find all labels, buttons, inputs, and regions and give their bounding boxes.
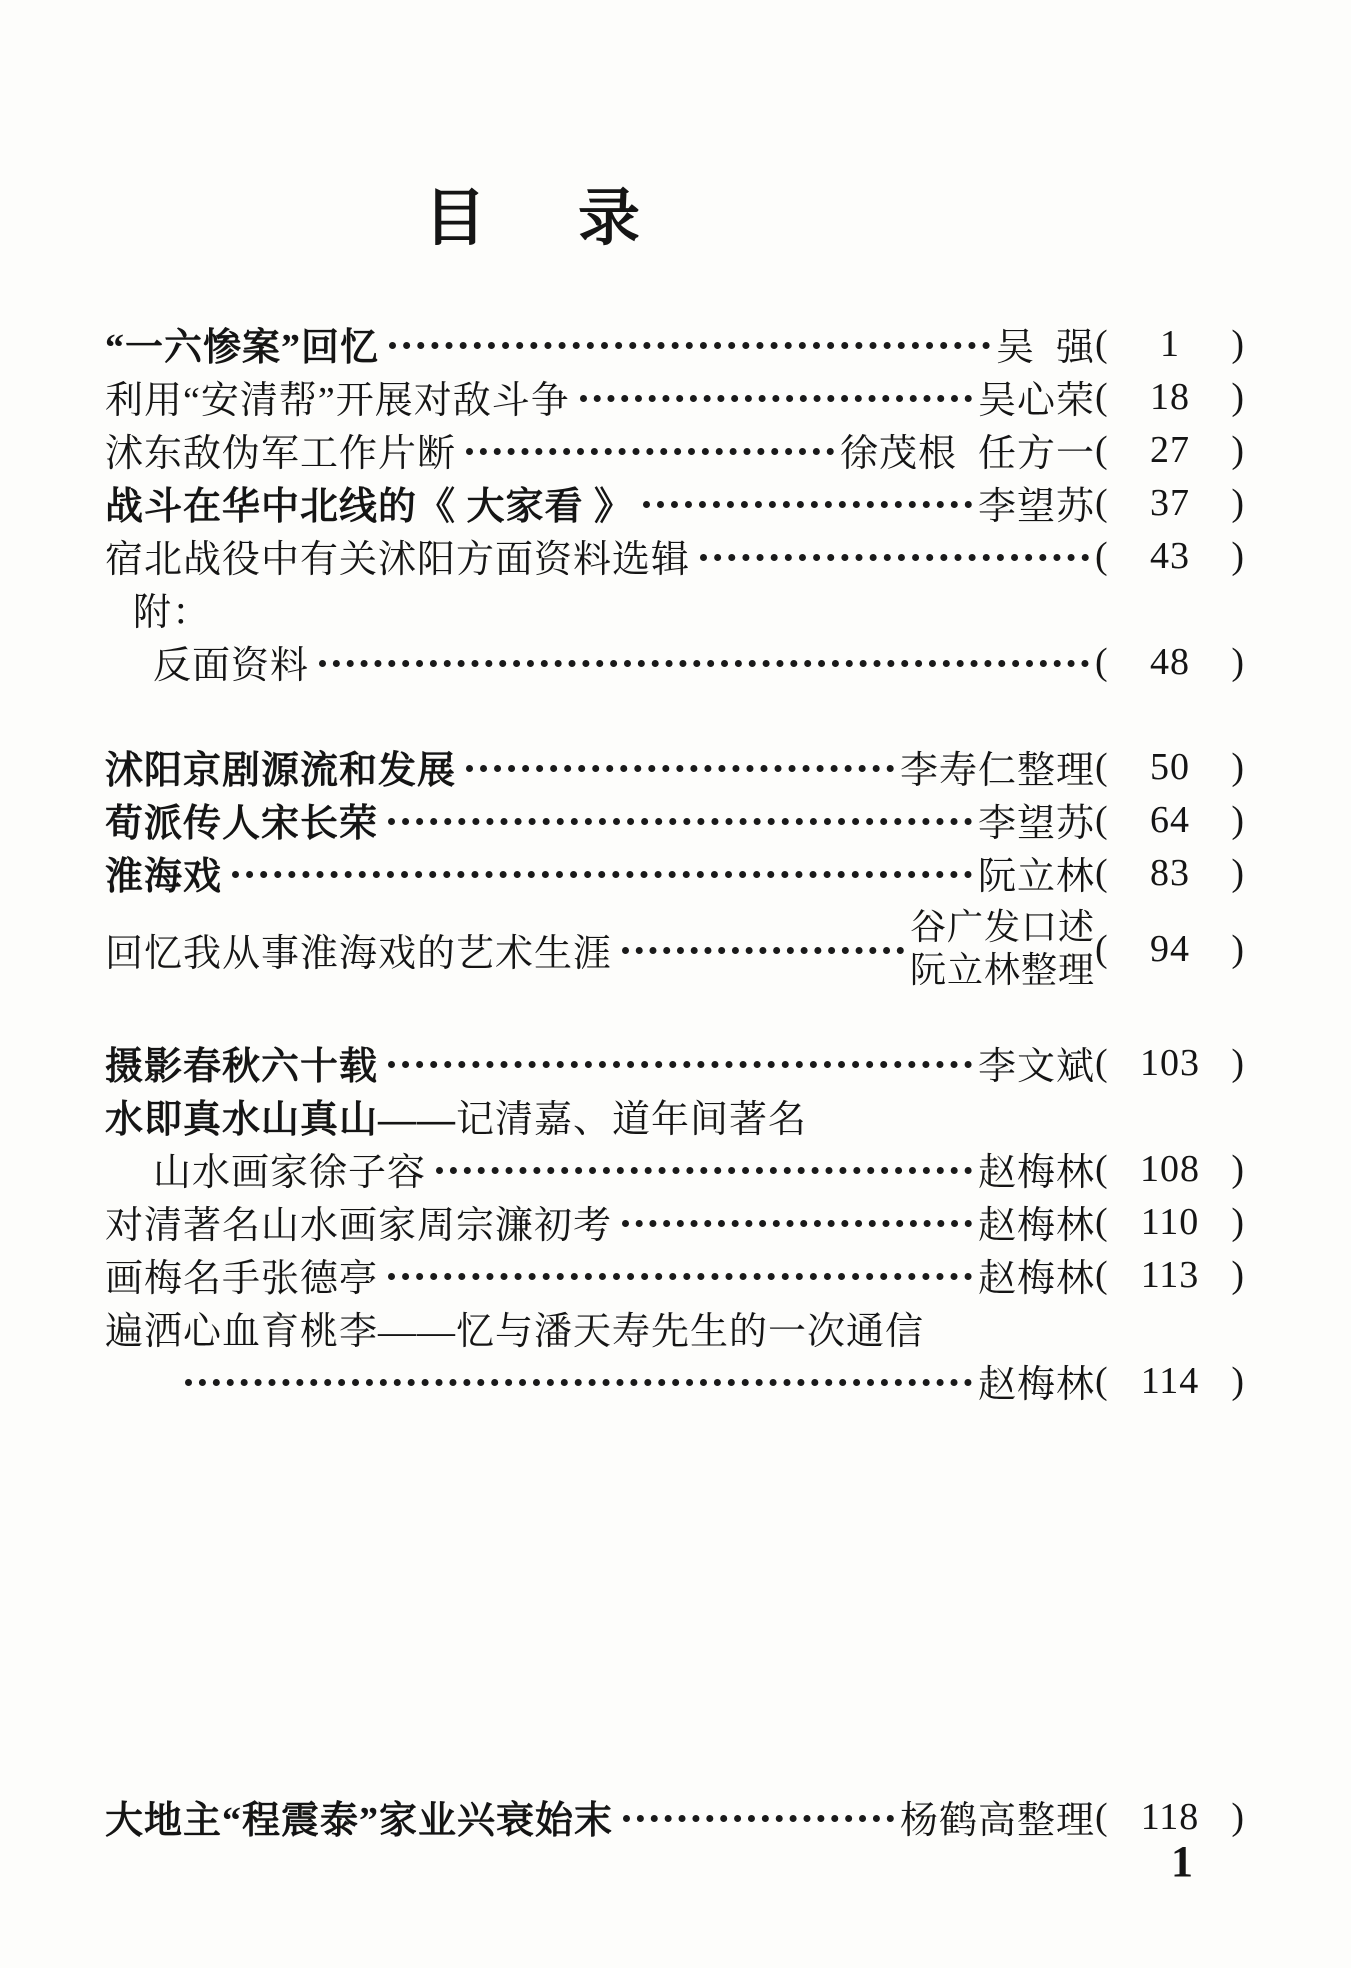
paren-open: (	[1095, 1041, 1109, 1084]
entry-title: 遍洒心血育桃李——忆与潘天寿先生的一次通信	[105, 1311, 925, 1353]
entry-author: 赵梅林	[977, 1364, 1095, 1406]
entry-author: 李望苏	[977, 486, 1095, 528]
entry-title-bold-part: 水即真水山真山——	[105, 1099, 457, 1141]
page-number: 37	[1150, 481, 1190, 524]
dot-leader	[388, 811, 972, 825]
page-number: 27	[1150, 428, 1190, 471]
dot-leader	[388, 1266, 972, 1280]
entry-title: 利用“安清帮”开展对敌斗争	[105, 380, 570, 422]
page-title: 目 录	[423, 185, 646, 253]
paren-close: )	[1231, 1041, 1245, 1084]
paren-close: )	[1231, 798, 1245, 841]
dot-leader	[623, 1808, 894, 1822]
toc-entry	[105, 476, 1245, 529]
page-number: 110	[1140, 1200, 1200, 1243]
entry-title: 摄影春秋六十载	[105, 1046, 379, 1088]
entry-title: “一六惨案”回忆	[105, 327, 380, 369]
entry-page	[1095, 375, 1245, 419]
paren-close: )	[1231, 1359, 1245, 1402]
paren-close: )	[1231, 928, 1245, 970]
paren-close: )	[1231, 851, 1245, 894]
paren-open: (	[1095, 1253, 1109, 1296]
entry-author-line1: 谷广发口述	[909, 906, 1095, 947]
entry-author: 吴心荣	[977, 380, 1095, 422]
entry-author: 吴 强	[995, 327, 1095, 369]
page-number: 108	[1140, 1147, 1200, 1190]
toc-entry	[105, 1790, 1245, 1843]
entry-page	[1095, 851, 1245, 895]
entry-title: 淮海戏	[105, 856, 223, 898]
section-gap	[105, 1407, 1245, 1790]
paren-close: )	[1231, 322, 1245, 365]
entry-title: 对清著名山水画家周宗濂初考	[105, 1205, 613, 1247]
entry-page	[1095, 745, 1245, 789]
entry-page	[1095, 798, 1245, 842]
entry-title: 沭阳京剧源流和发展	[105, 750, 457, 792]
toc-entry-wrap-line	[105, 1089, 1245, 1142]
paren-open: (	[1095, 428, 1109, 471]
folio-page-number: 1	[1171, 1837, 1193, 1886]
entry-page	[1095, 322, 1245, 366]
entry-title: 反面资料	[153, 645, 310, 687]
page-number: 113	[1140, 1253, 1200, 1296]
dot-leader	[436, 1160, 972, 1174]
entry-author: 李文斌	[977, 1046, 1095, 1088]
entry-title: 山水画家徐子容	[153, 1152, 427, 1194]
attachment-label: 附：	[133, 592, 212, 634]
dot-leader	[185, 1372, 972, 1386]
dot-leader	[466, 441, 834, 455]
paren-open: (	[1095, 1147, 1109, 1190]
toc-entry	[105, 1354, 1245, 1407]
entry-title: 画梅名手张德亭	[105, 1258, 379, 1300]
entry-author: 杨鹤高整理	[899, 1800, 1095, 1842]
paren-open: (	[1095, 322, 1109, 365]
page-number: 103	[1140, 1041, 1200, 1084]
toc-entry	[105, 423, 1245, 476]
page-number: 83	[1150, 851, 1190, 894]
dot-leader	[232, 864, 972, 878]
section-gap	[105, 999, 1245, 1036]
entry-author: 李望苏	[977, 803, 1095, 845]
entry-page	[1095, 1795, 1245, 1839]
page-number: 114	[1140, 1359, 1200, 1402]
entry-author: 徐茂根 任方一	[839, 433, 1095, 475]
entry-page	[1095, 534, 1245, 578]
dot-leader	[466, 758, 894, 772]
toc-entry	[105, 1248, 1245, 1301]
paren-close: )	[1231, 428, 1245, 471]
toc-entry	[105, 899, 1245, 999]
paren-open: (	[1095, 851, 1109, 894]
entry-page	[1095, 428, 1245, 472]
paren-close: )	[1231, 1795, 1245, 1838]
page-number: 48	[1150, 640, 1190, 683]
entry-page	[1095, 1041, 1245, 1085]
toc-entry	[105, 1036, 1245, 1089]
paren-open: (	[1095, 1200, 1109, 1243]
page-number: 94	[1150, 928, 1190, 970]
dot-leader	[389, 335, 990, 349]
paren-open: (	[1095, 375, 1109, 418]
page-number: 1	[1160, 322, 1180, 365]
paren-open: (	[1095, 1359, 1109, 1402]
toc-entry	[105, 1142, 1245, 1195]
toc-entry	[105, 740, 1245, 793]
entry-page	[1095, 927, 1245, 971]
entry-title: 回忆我从事淮海戏的艺术生涯	[105, 932, 613, 975]
paren-close: )	[1231, 481, 1245, 524]
paren-close: )	[1231, 375, 1245, 418]
toc-content	[0, 168, 1351, 1843]
paren-close: )	[1231, 1147, 1245, 1190]
entry-title: 宿北战役中有关沭阳方面资料选辑	[105, 539, 691, 581]
entry-page	[1095, 481, 1245, 525]
dot-leader	[580, 388, 972, 402]
entry-author-stack	[910, 906, 1095, 992]
section-gap	[105, 688, 1245, 740]
toc-entry	[105, 846, 1245, 899]
dot-leader	[622, 1213, 972, 1227]
entry-title: 荀派传人宋长荣	[105, 803, 379, 845]
page-number: 64	[1150, 798, 1190, 841]
page-number: 43	[1150, 534, 1190, 577]
paren-open: (	[1095, 798, 1109, 841]
dot-leader	[622, 940, 904, 954]
entry-title-rest: 记清嘉、道年间著名	[456, 1099, 808, 1141]
toc-entry	[105, 370, 1245, 423]
entry-page	[1095, 1147, 1245, 1191]
toc-entry	[105, 317, 1245, 370]
paren-open: (	[1095, 534, 1109, 577]
dot-leader	[643, 494, 972, 508]
entry-author: 赵梅林	[977, 1258, 1095, 1300]
paren-close: )	[1231, 1253, 1245, 1296]
entry-author: 赵梅林	[977, 1152, 1095, 1194]
paren-close: )	[1231, 534, 1245, 577]
entry-page	[1095, 640, 1245, 684]
toc-entry	[105, 635, 1245, 688]
entry-page	[1095, 1253, 1245, 1297]
dot-leader	[388, 1054, 972, 1068]
page-number: 118	[1140, 1795, 1200, 1838]
paren-open: (	[1095, 1795, 1109, 1838]
entry-author: 赵梅林	[977, 1205, 1095, 1247]
paren-close: )	[1231, 745, 1245, 788]
paren-close: )	[1231, 1200, 1245, 1243]
toc-entry	[105, 793, 1245, 846]
toc-section-label	[105, 582, 1245, 635]
dot-leader	[700, 547, 1089, 561]
toc-entry	[105, 1195, 1245, 1248]
paren-open: (	[1095, 928, 1109, 970]
paren-close: )	[1231, 640, 1245, 683]
entry-page	[1095, 1200, 1245, 1244]
paren-open: (	[1095, 745, 1109, 788]
entry-author: 李寿仁整理	[899, 750, 1095, 792]
toc-entry	[105, 529, 1245, 582]
page-number: 50	[1150, 745, 1190, 788]
paren-open: (	[1095, 640, 1109, 683]
entry-author-line2: 阮立林整理	[909, 950, 1095, 990]
entry-title: 沭东敌伪军工作片断	[105, 433, 457, 475]
paren-open: (	[1095, 481, 1109, 524]
entry-page	[1095, 1359, 1245, 1403]
page-number: 18	[1150, 375, 1190, 418]
entry-author: 阮立林	[977, 856, 1095, 898]
toc-entry-wrap-line	[105, 1301, 1245, 1354]
entry-title: 战斗在华中北线的《 大家看 》	[105, 486, 634, 528]
dot-leader	[319, 653, 1089, 667]
entry-title: 大地主“程震泰”家业兴衰始末	[105, 1800, 614, 1842]
